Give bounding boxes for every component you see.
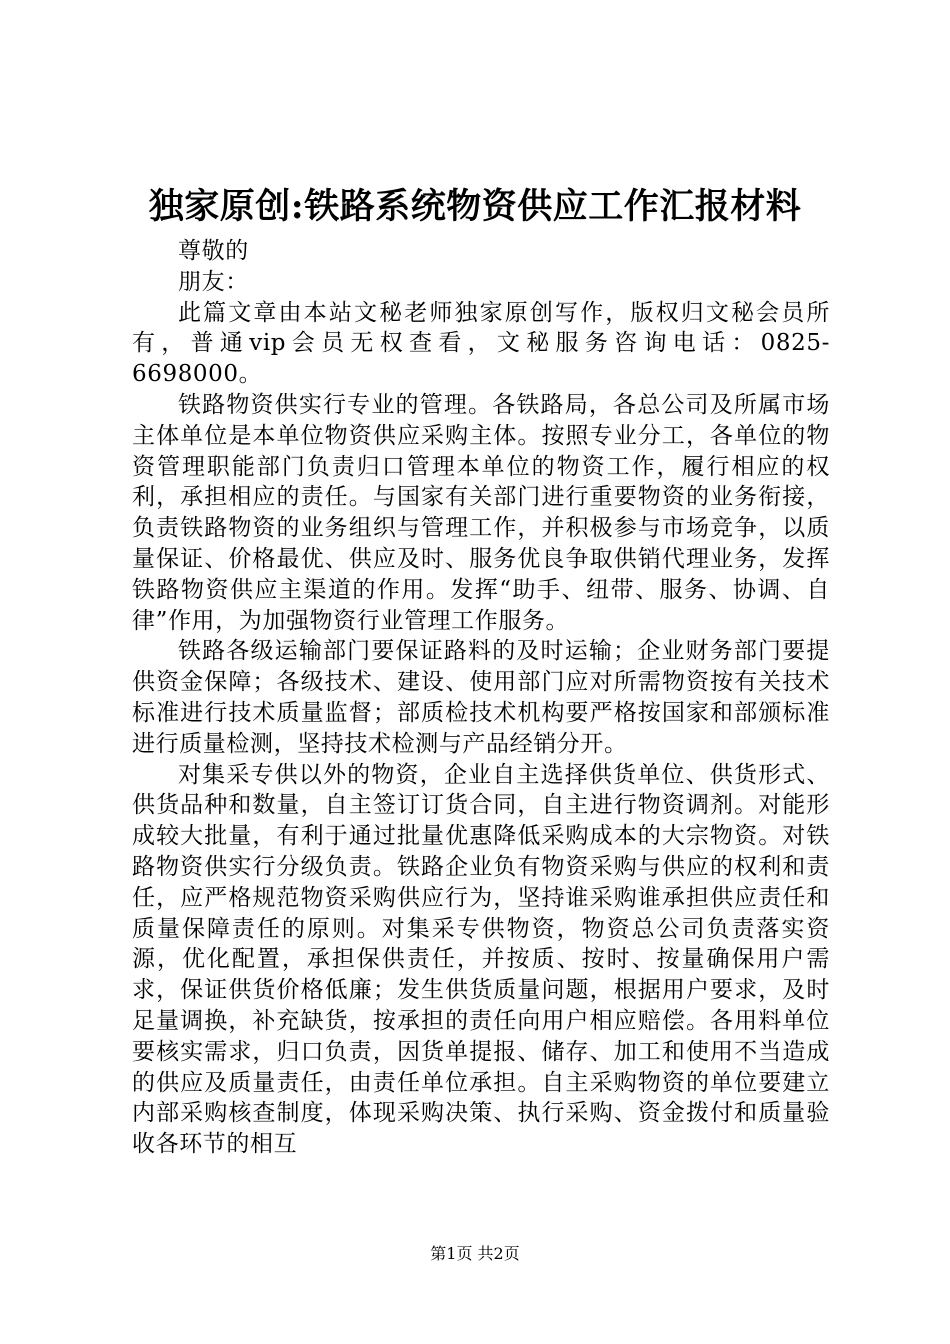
body-paragraph: 对集采专供以外的物资，企业自主选择供货单位、供货形式、供货品种和数量，自主签订订货合同，自主进行物资调剂。对能形成较大批量，有利于通过批量优惠降低采购成本的大宗物资。对铁路物资供实行分级负责。铁路企业负有物资采购与供应的权利和责任，应严格规范物资采购供应行为，坚持谁采购谁承担供应责任和质量保障责任的原则。对集采专供物资，物资总公司负责落实资源，优化配置，承担保供责任，并按质、按时、按量确保用户需求，保证供货价格低廉；发生供货质量问题，根据用户要求，及时足量调换，补充缺货，按承担的责任向用户相应赔偿。各用料单位要核实需求，归口负责，因货单提报、储存、加工和使用不当造成的供应及质量责任，由责任单位承担。自主采购物资的单位要建立内部采购核查制度，体现采购决策、执行采购、资金拨付和质量验收各环节的相互 bbox=[132, 761, 830, 1158]
page-footer: 第1页 共2页 bbox=[430, 1244, 520, 1263]
document-body bbox=[132, 236, 830, 1160]
greeting-line: 朋友： bbox=[178, 268, 249, 295]
greeting-line: 尊敬的 bbox=[178, 238, 249, 264]
body-paragraph: 铁路物资供实行专业的管理。各铁路局，各总公司及所属市场主体单位是本单位物资供应采购主体。按照专业分工，各单位的物资管理职能部门负责归口管理本单位的物资工作，履行相应的权利，承担相应的责任。与国家有关部门进行重要物资的业务衔接，负责铁路物资的业务组织与管理工作，并积极参与市场竞争，以质量保证、价格最优、供应及时、服务优良争取供销代理业务，发挥铁路物资供应主渠道的作用。发挥“助手、纽带、服务、协调、自律”作用，为加强物资行业管理工作服务。 bbox=[132, 391, 830, 634]
copyright-notice-paragraph: 此篇文章由本站文秘老师独家原创写作，版权归文秘会员所有，普通vip会员无权查看，文秘服务咨询电话：0825-6698000。 bbox=[132, 299, 830, 388]
document-title: 独家原创:铁路系统物资供应工作汇报材料 bbox=[148, 186, 802, 227]
body-paragraph: 铁路各级运输部门要保证路料的及时运输；企业财务部门要提供资金保障；各级技术、建设、使用部门应对所需物资按有关技术标准进行技术质量监督；部质检技术机构要严格按国家和部颁标准进行质量检测，坚持技术检测与产品经销分开。 bbox=[132, 638, 830, 757]
